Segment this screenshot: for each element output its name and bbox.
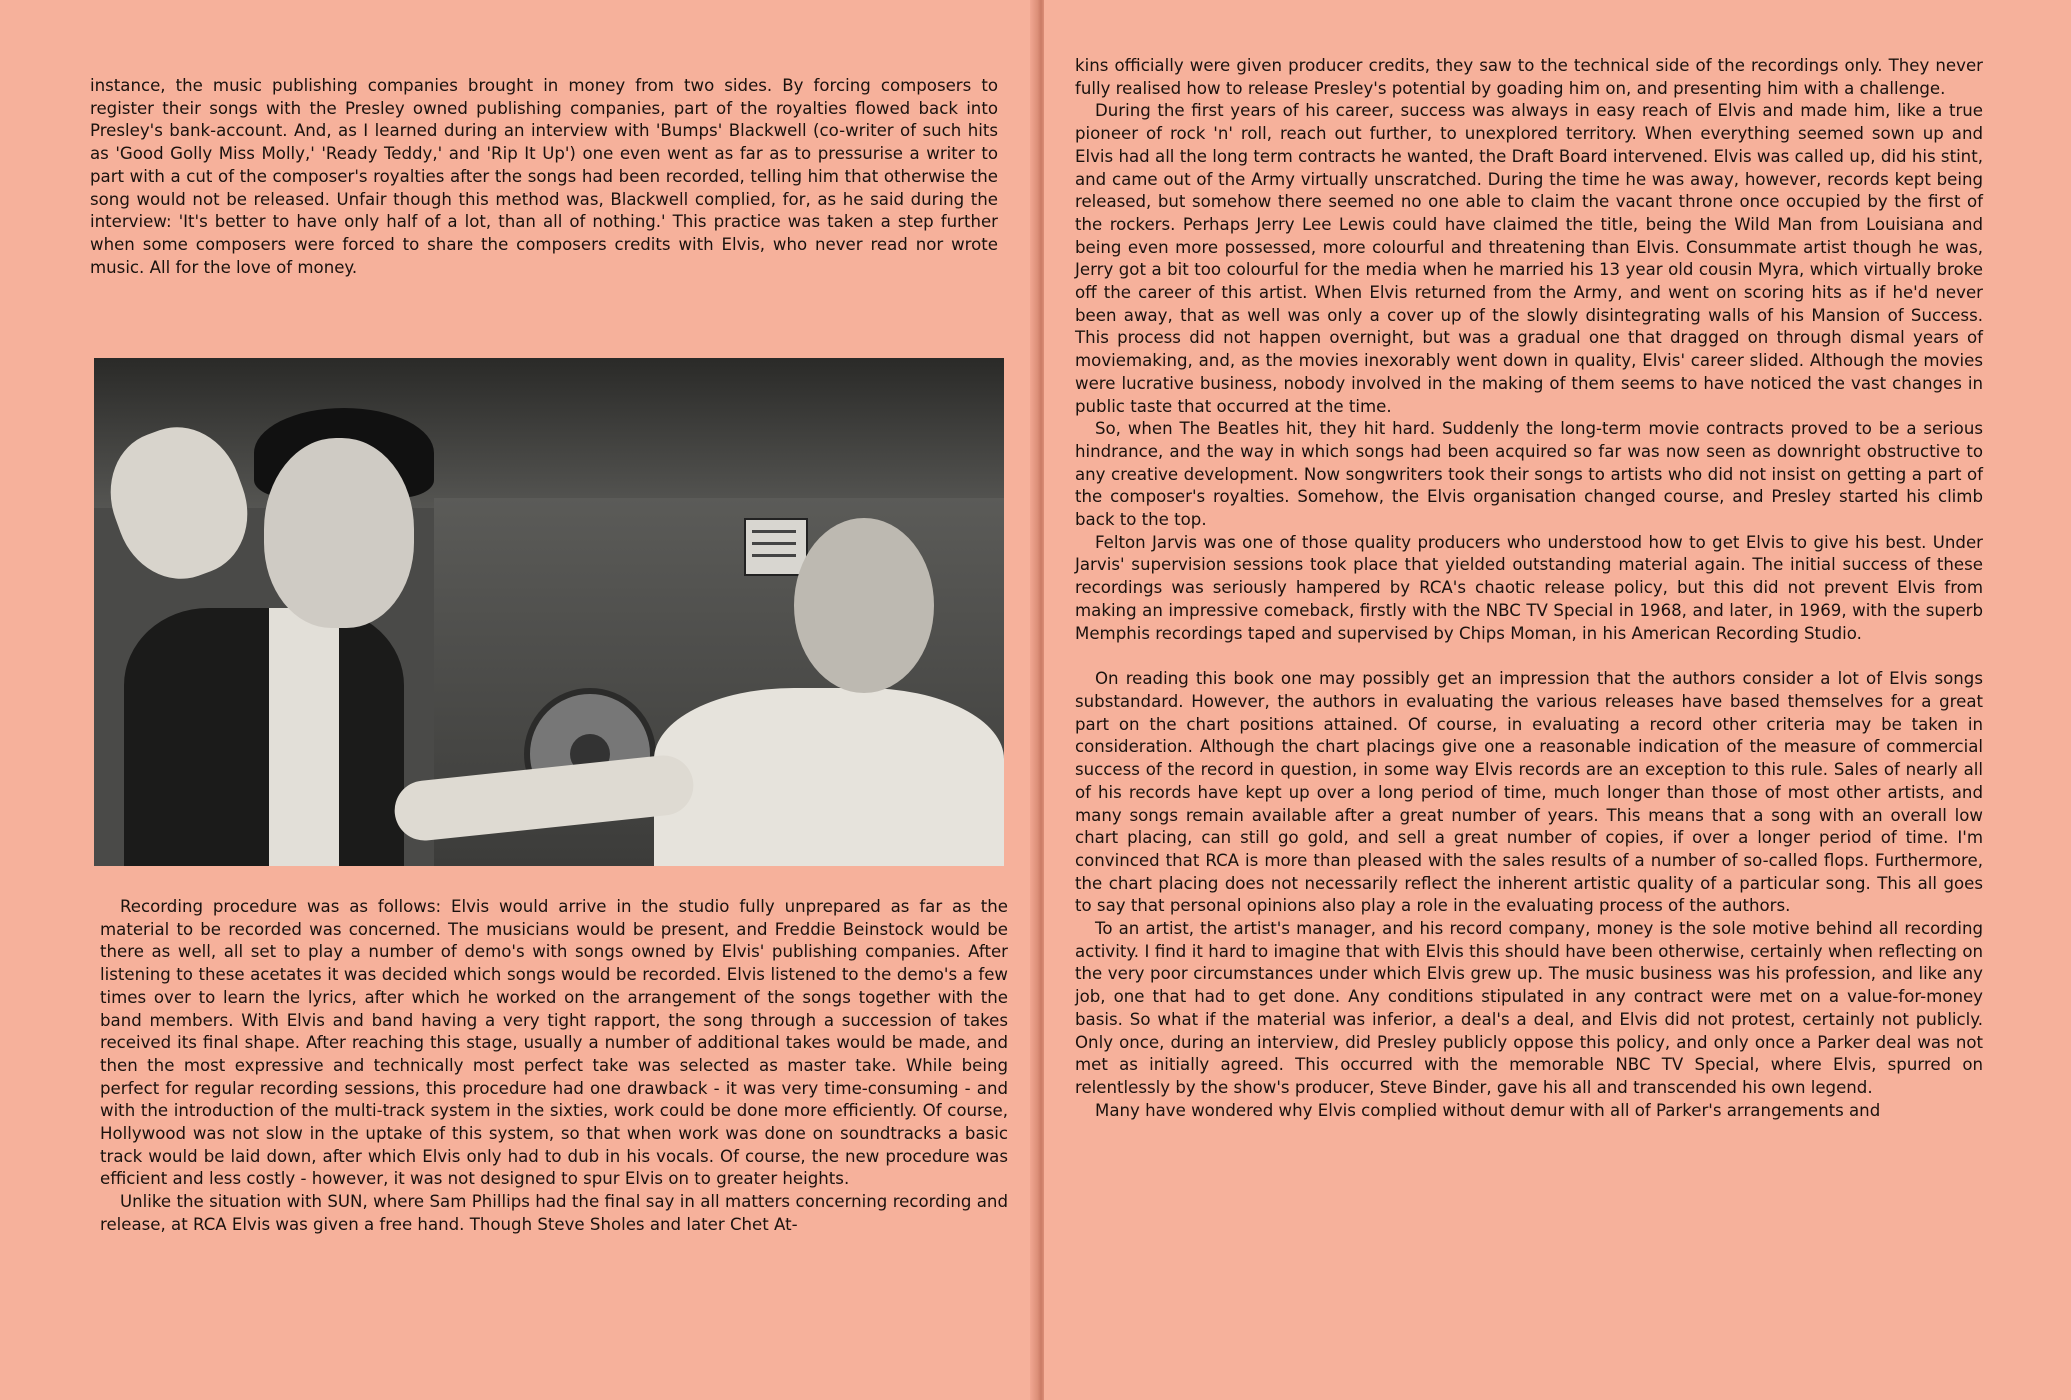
photo-elvis-with-man	[94, 358, 1004, 866]
paragraph: During the first years of his career, success was always in easy reach of Elvis and made him, like a true pioneer of rock 'n' roll, reach out further, to unexplored territory. When everything seemed sown up and Elvis had all the long term contracts he wanted, the Draft Board intervened. Elvis was called up, did his stint, and came out of the Army virtually unscratched. During the time he was away, however, records kept being released, but somehow there seemed no one able to claim the vacant throne once occupied by the first of the rockers. Perhaps Jerry Lee Lewis could have claimed the title, being the Wild Man from Louisiana and being even more possessed, more colourful and threatening than Elvis. Consummate artist though he was, Jerry got a bit too colourful for the media when he married his 13 year old cousin Myra, which virtually broke off the career of this artist. When Elvis returned from the Army, and went on scoring hits as if he'd never been away, that as well was only a cover up of the slowly disintegrating walls of his Mansion of Success. This process did not happen overnight, but was a gradual one that dragged on through dismal years of moviemaking, and, as the movies inexorably went down in quality, Elvis' career slided. Although the movies were lucrative business, nobody involved in the making of them seems to have noticed the vast changes in public taste that occurred at the time.	[1075, 101, 1983, 416]
paragraph: Recording procedure was as follows: Elvis would arrive in the studio fully unprepared as far as the material to be recorded was concerned. The musicians would be present, and Freddie Beinstock would be there as well, all set to play a number of demo's with songs owned by Elvis' publishing companies. After listening to these acetates it was decided which songs would be recorded. Elvis listened to the demo's a few times over to learn the lyrics, after which he worked on the arrangement of the songs together with the band members. With Elvis and band having a very tight rapport, the song through a succession of takes received its final shape. After reaching this stage, usually a number of additional takes would be made, and then the most expressive and technically most perfect take was selected as master take. While being perfect for regular recording sessions, this procedure had one drawback - it was very time-consuming - and with the introduction of the multi-track system in the sixties, work could be done more efficiently. Of course, Hollywood was not slow in the uptake of this system, so that when work was done on soundtracks a basic track would be laid down, after which Elvis only had to dub in his vocals. Of course, the new procedure was efficient and less costly - however, it was not designed to spur Elvis on to greater heights.	[100, 897, 1008, 1189]
studio-sign	[744, 518, 808, 576]
paragraph: Many have wondered why Elvis complied without demur with all of Parker's arrangements and	[1095, 1100, 1881, 1120]
paragraph: To an artist, the artist's manager, and his record company, money is the sole motive behind all recording activity. I find it hard to imagine that with Elvis this should have been otherwise, certainly when reflecting on the very poor circumstances under which Elvis grew up. The music business was his profession, and like any job, one that had to get done. Any conditions stipulated in any contract were met on a value-for-money basis. So what if the material was inferior, a deal's a deal, and Elvis did not protest, certainly not publicly. Only once, during an interview, did Presley publicly oppose this policy, and only once a Parker deal was not met as initially agreed. This occurred with the memorable NBC TV Special, where Elvis, spurred on relentlessly by the show's producer, Steve Binder, gave his all and transcended his own legend.	[1075, 919, 1983, 1097]
paragraph: So, when The Beatles hit, they hit hard. Suddenly the long-term movie contracts proved to be a serious hindrance, and the way in which songs had been acquired so far was now seen as downright obstructive to any creative development. Now songwriters took their songs to artists who did not insist on getting a part of the composer's royalties. Somehow, the Elvis organisation changed course, and Presley started his climb back to the top.	[1075, 419, 1983, 530]
paragraph: kins officially were given producer credits, they saw to the technical side of the recordings only. They never fully realised how to release Presley's potential by goading him on, and presenting him with a challenge.	[1075, 56, 1983, 98]
paragraph: On reading this book one may possibly get an impression that the authors consider a lot of Elvis songs substandard. However, the authors in evaluating the various releases have based themselves for a great part on the chart positions attained. Of course, in evaluating a record other criteria may be taken in consideration. Although the chart placings give one a reasonable indication of the measure of commercial success of the record in question, in some way Elvis records are an exception to this rule. Sales of nearly all of his records have kept up over a long period of time, much longer than those of most other artists, and many songs remain available after a great number of years. This means that a song with an overall low chart placing, can still go gold, and sell a great number of copies, if over a longer period of time. I'm convinced that RCA is more than pleased with the sales results of a number of so-called flops. Furthermore, the chart placing does not necessarily reflect the inherent artistic quality of a particular song. This all goes to say that personal opinions also play a role in the evaluating process of the authors.	[1075, 669, 1983, 916]
right-page-text	[1075, 55, 1983, 1122]
left-bottom-text	[100, 896, 1008, 1237]
paragraph: instance, the music publishing companies brought in money from two sides. By forcing composers to register their songs with the Presley owned publishing companies, part of the royalties flowed back into Presley's bank-account. And, as I learned during an interview with 'Bumps' Blackwell (co-writer of such hits as 'Good Golly Miss Molly,' 'Ready Teddy,' and 'Rip It Up') one even went as far as to pressurise a writer to part with a cut of the composer's royalties after the songs had been recorded, telling him that otherwise the song would not be released. Unfair though this method was, Blackwell complied, for, as he said during the interview: 'It's better to have only half of a lot, than all of nothing.' This practice was taken a step further when some composers were forced to share the composers credits with Elvis, who never read nor wrote music. All for the love of money.	[90, 76, 998, 277]
left-top-text	[90, 75, 998, 279]
paragraph: Felton Jarvis was one of those quality producers who understood how to get Elvis to give his best. Under Jarvis' supervision sessions took place that yielded outstanding material again. The initial success of these recordings was seriously hampered by RCA's chaotic release policy, but this did not prevent Elvis from making an impressive comeback, firstly with the NBC TV Special in 1968, and later, in 1969, with the superb Memphis recordings taped and supervised by Chips Moman, in his American Recording Studio.	[1075, 532, 1983, 643]
paragraph: Unlike the situation with SUN, where Sam Phillips had the final say in all matters concerning recording and release, at RCA Elvis was given a free hand. Though Steve Sholes and later Chet At-	[100, 1192, 1008, 1234]
